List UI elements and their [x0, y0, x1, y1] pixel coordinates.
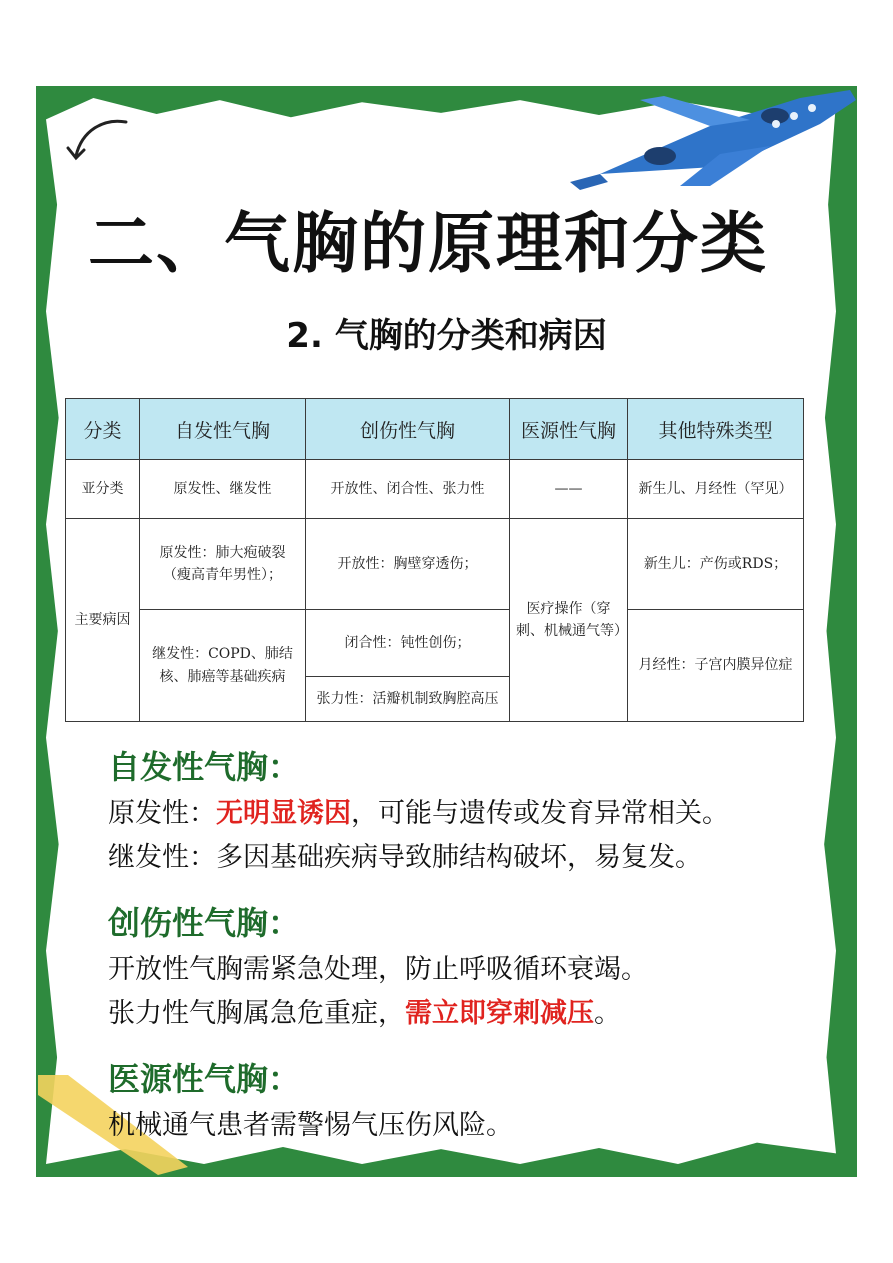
section-heading: 医源性气胸： [108, 1060, 301, 1098]
notes-sections [108, 742, 848, 1166]
curved-arrow-icon [64, 112, 134, 172]
section-traumatic [108, 898, 848, 1036]
header-cell: 分类 [66, 399, 140, 460]
line-text: 原发性： [108, 798, 216, 829]
table-cell: 医疗操作（穿刺、机械通气等） [510, 519, 628, 722]
table-cell: 开放性、闭合性、张力性 [306, 460, 510, 519]
line-text: 继发性：多因基础疾病导致肺结构破坏，易复发。 [108, 842, 702, 873]
section-line [108, 992, 848, 1036]
section-line [108, 792, 848, 836]
section-line [108, 1104, 848, 1148]
header-cell: 医源性气胸 [510, 399, 628, 460]
table-row [66, 519, 804, 610]
table-cell: 月经性：子宫内膜异位症 [628, 610, 804, 722]
line-text: 开放性气胸需紧急处理，防止呼吸循环衰竭。 [108, 954, 648, 985]
section-heading: 创伤性气胸： [108, 904, 301, 942]
section-iatrogenic [108, 1054, 848, 1148]
table-cell: 原发性：肺大疱破裂（瘦高青年男性）； [140, 519, 306, 610]
row-label: 主要病因 [66, 519, 140, 722]
table-header-row [66, 399, 804, 460]
line-text: 。 [594, 998, 621, 1029]
line-text: 机械通气患者需警惕气压伤风险。 [108, 1110, 513, 1141]
airplane-icon [560, 86, 860, 196]
header-cell: 其他特殊类型 [628, 399, 804, 460]
page-title: 二、气胸的原理和分类 [88, 205, 768, 282]
table-cell: —— [510, 460, 628, 519]
table-row [66, 610, 804, 677]
line-text: 张力性气胸属急危重症， [108, 998, 405, 1029]
section-spontaneous [108, 742, 848, 880]
table-cell: 原发性、继发性 [140, 460, 306, 519]
section-line [108, 836, 848, 880]
header-cell: 自发性气胸 [140, 399, 306, 460]
page-subtitle: 2. 气胸的分类和病因 [286, 316, 607, 356]
header-cell: 创伤性气胸 [306, 399, 510, 460]
classification-table [65, 398, 803, 722]
table-cell: 开放性：胸壁穿透伤； [306, 519, 510, 610]
row-label: 亚分类 [66, 460, 140, 519]
table-row [66, 460, 804, 519]
section-heading: 自发性气胸： [108, 748, 301, 786]
table-cell: 闭合性：钝性创伤； [306, 610, 510, 677]
table-cell: 新生儿、月经性（罕见） [628, 460, 804, 519]
highlight-text: 需立即穿刺减压 [405, 998, 594, 1029]
section-line [108, 948, 848, 992]
table-cell: 新生儿：产伤或RDS； [628, 519, 804, 610]
table-cell: 张力性：活瓣机制致胸腔高压 [306, 677, 510, 722]
highlight-text: 无明显诱因 [216, 798, 351, 829]
table-cell: 继发性：COPD、肺结核、肺癌等基础疾病 [140, 610, 306, 722]
line-text: ，可能与遗传或发育异常相关。 [351, 798, 729, 829]
